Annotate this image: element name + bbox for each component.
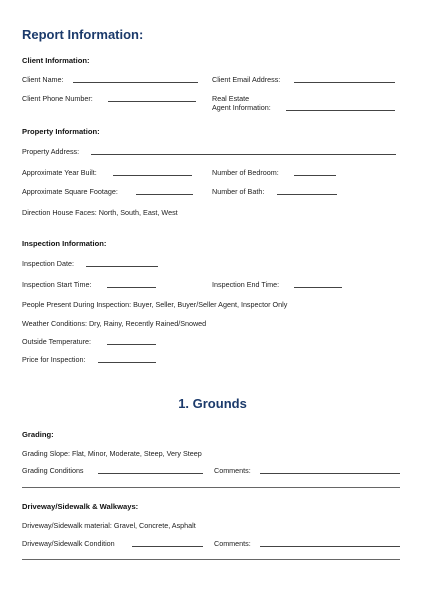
grounds-title: 1. Grounds (178, 396, 247, 411)
property-address-field[interactable] (91, 154, 396, 155)
weather-label: Weather Conditions: Dry, Rainy, Recently Rained/Snowed (22, 319, 207, 328)
year-built-label: Approximate Year Built: (22, 168, 97, 177)
price-label: Price for Inspection: (22, 355, 86, 364)
grading-comments-field[interactable] (260, 473, 400, 474)
bedroom-label: Number of Bedroom: (212, 168, 279, 177)
inspection-start-label: Inspection Start Time: (22, 280, 92, 289)
driveway-comments-extra-line[interactable] (22, 559, 400, 560)
grading-comments-label: Comments: (214, 466, 251, 475)
grading-conditions-field[interactable] (98, 473, 203, 474)
bedroom-field[interactable] (294, 175, 336, 176)
outside-temp-field[interactable] (107, 344, 156, 345)
inspection-date-label: Inspection Date: (22, 259, 74, 268)
grading-slope-label: Grading Slope: Flat, Minor, Moderate, Steep, Very Steep (22, 449, 202, 458)
property-address-label: Property Address: (22, 147, 80, 156)
driveway-comments-label: Comments: (214, 539, 251, 548)
outside-temp-label: Outside Temperature: (22, 337, 91, 346)
square-footage-field[interactable] (136, 194, 193, 195)
inspection-end-field[interactable] (294, 287, 342, 288)
driveway-comments-field[interactable] (260, 546, 400, 547)
client-name-label: Client Name: (22, 75, 64, 84)
inspection-end-label: Inspection End Time: (212, 280, 280, 289)
price-field[interactable] (98, 362, 156, 363)
driveway-heading: Driveway/Sidewalk & Walkways: (22, 502, 139, 511)
grading-heading: Grading: (22, 430, 54, 439)
bath-field[interactable] (277, 194, 337, 195)
client-phone-field[interactable] (108, 101, 196, 102)
inspection-start-field[interactable] (107, 287, 156, 288)
year-built-field[interactable] (113, 175, 192, 176)
inspection-date-field[interactable] (86, 266, 158, 267)
property-info-heading: Property Information: (22, 127, 100, 136)
inspection-info-heading: Inspection Information: (22, 239, 107, 248)
square-footage-label: Approximate Square Footage: (22, 187, 118, 196)
agent-info-label-line1: Real Estate (212, 94, 250, 103)
grading-conditions-label: Grading Conditions (22, 466, 84, 475)
driveway-condition-field[interactable] (132, 546, 203, 547)
agent-info-label-line2: Agent Information: (212, 103, 271, 112)
bath-label: Number of Bath: (212, 187, 265, 196)
report-title: Report Information: (22, 27, 144, 42)
driveway-material-label: Driveway/Sidewalk material: Gravel, Concrete, Asphalt (22, 521, 196, 530)
people-present-label: People Present During Inspection: Buyer, Seller, Buyer/Seller Agent, Inspector Only (22, 300, 288, 309)
agent-info-field[interactable] (286, 110, 395, 111)
grading-comments-extra-line[interactable] (22, 487, 400, 488)
client-name-field[interactable] (73, 82, 198, 83)
client-phone-label: Client Phone Number: (22, 94, 93, 103)
client-email-label: Client Email Address: (212, 75, 281, 84)
client-email-field[interactable] (294, 82, 395, 83)
client-info-heading: Client Information: (22, 56, 90, 65)
driveway-condition-label: Driveway/Sidewalk Condition (22, 539, 115, 548)
direction-label: Direction House Faces: North, South, East, West (22, 208, 178, 217)
